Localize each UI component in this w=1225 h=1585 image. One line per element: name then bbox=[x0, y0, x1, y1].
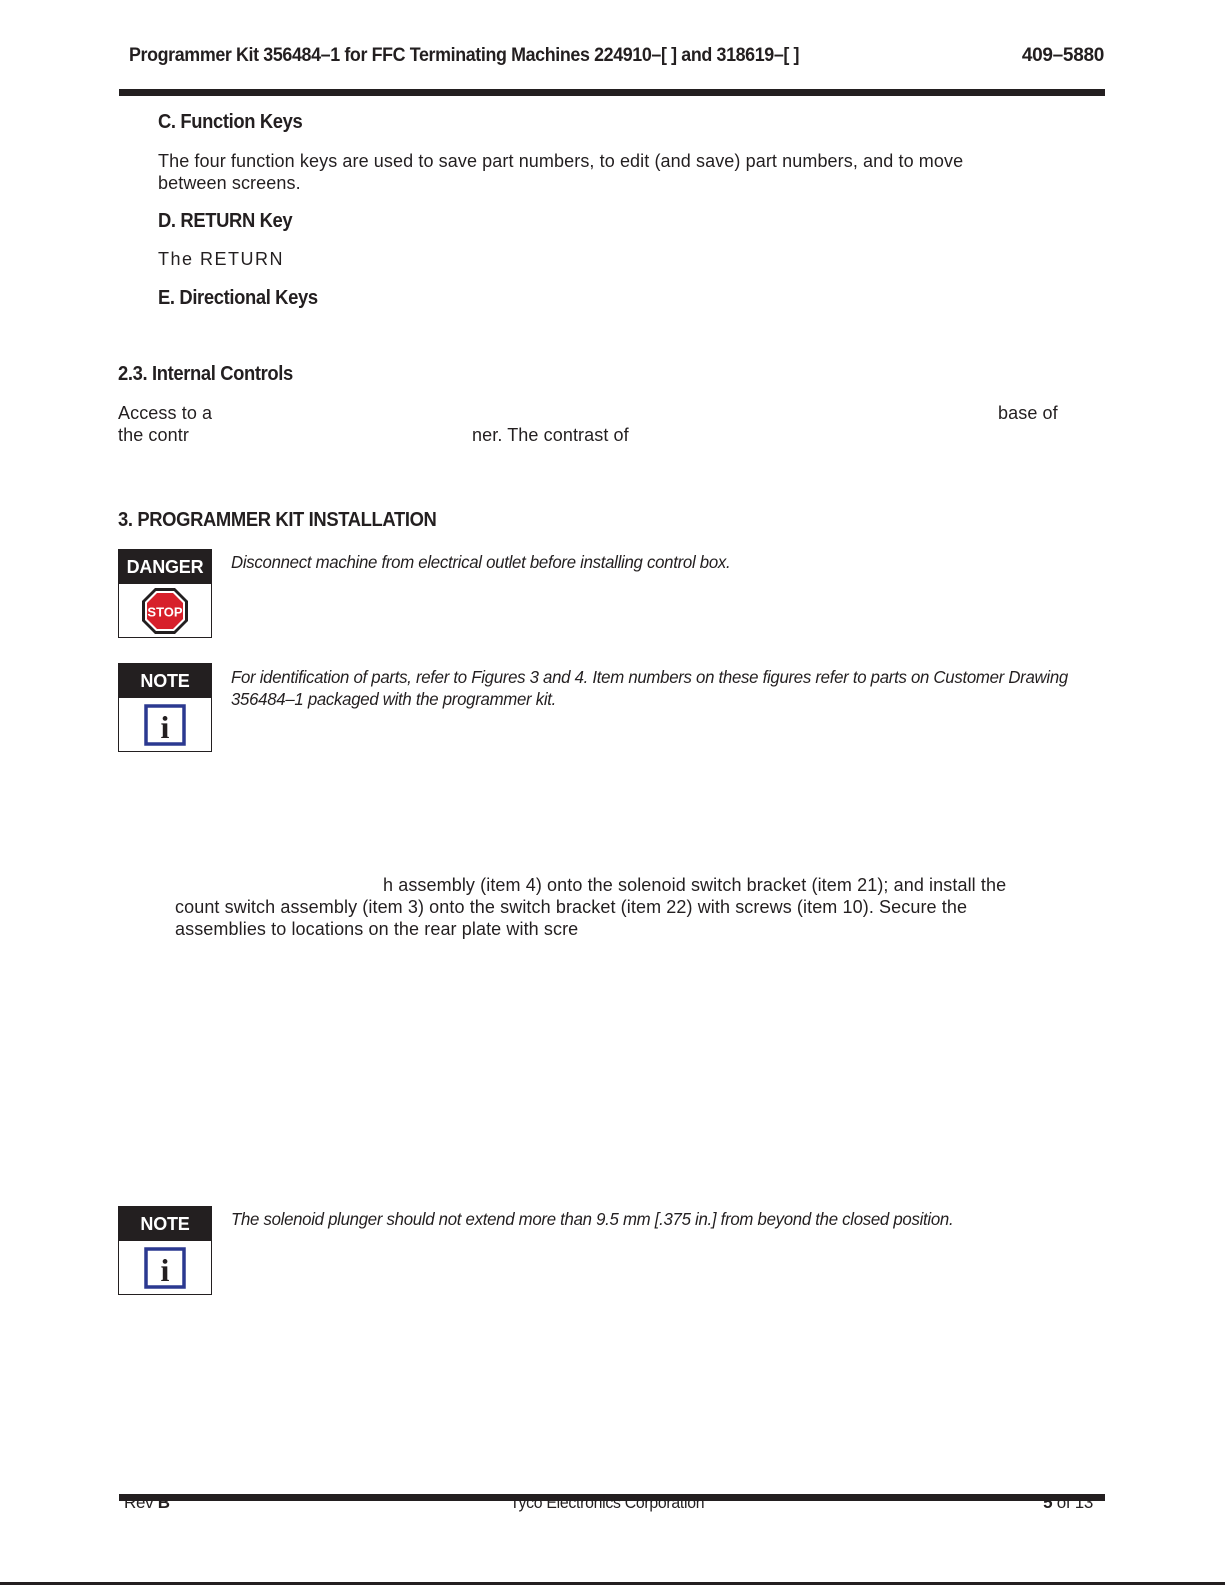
section-c-line-2: between screens. bbox=[158, 173, 301, 193]
footer-page-number bbox=[1043, 1493, 1093, 1513]
footer-page-current: 5 bbox=[1043, 1493, 1053, 1512]
step-text-line-2: count switch assembly (item 3) onto the switch bracket (item 22) with screws (item 10). Secure the bbox=[175, 897, 968, 917]
section-c-heading: C. Function Keys bbox=[158, 111, 303, 133]
note-label-1: NOTE bbox=[119, 664, 211, 698]
note-label-2: NOTE bbox=[119, 1207, 211, 1241]
section-d-heading: D. RETURN Key bbox=[158, 210, 293, 232]
note-text-1 bbox=[231, 666, 1066, 710]
info-icon bbox=[119, 698, 211, 751]
stop-sign-text: STOP bbox=[147, 604, 183, 619]
section-c-line-1: The four function keys are used to save part numbers, to edit (and save) part numbers, and to move bbox=[158, 151, 964, 171]
info-icon-letter: i bbox=[160, 1251, 170, 1288]
footer-rev-label: Rev bbox=[124, 1493, 154, 1512]
section-d-text: The RETURN bbox=[158, 249, 285, 269]
section-2-3-heading: 2.3. Internal Controls bbox=[118, 363, 293, 385]
step-text-line-1: h assembly (item 4) onto the solenoid switch bracket (item 21); and install the bbox=[383, 875, 1007, 895]
danger-text: Disconnect machine from electrical outlet before installing control box. bbox=[231, 552, 731, 572]
section-2-3-line-2a: the contr bbox=[118, 425, 189, 445]
section-2-3-line-2b: ner. The contrast of bbox=[472, 425, 629, 445]
document-number: 409–5880 bbox=[1021, 45, 1104, 66]
footer-company: Tyco Electronics Corporation bbox=[510, 1493, 705, 1512]
note-callout-2 bbox=[118, 1206, 212, 1295]
footer-rev-value: B bbox=[157, 1493, 170, 1512]
section-3-heading: 3. PROGRAMMER KIT INSTALLATION bbox=[118, 509, 437, 531]
info-icon bbox=[119, 1241, 211, 1294]
note-callout-1 bbox=[118, 663, 212, 752]
danger-callout bbox=[118, 549, 212, 638]
info-icon-letter: i bbox=[160, 708, 170, 745]
section-2-3-line-1b: base of bbox=[998, 403, 1058, 423]
danger-label: DANGER bbox=[119, 550, 211, 584]
note-text-1-line-1: For identification of parts, refer to Figures 3 and 4. Item numbers on these figures refer to parts on Customer Drawing bbox=[231, 667, 1068, 687]
step-text-line-3: assemblies to locations on the rear plate with scre bbox=[175, 919, 579, 939]
header-rule bbox=[119, 89, 1105, 96]
stop-sign-icon bbox=[119, 584, 211, 637]
footer-page-of: of 13 bbox=[1056, 1493, 1093, 1512]
section-2-3-line-1a: Access to a bbox=[118, 403, 213, 423]
section-c-paragraph bbox=[158, 150, 1058, 194]
header-title: Programmer Kit 356484–1 for FFC Terminating Machines 224910–[ ] and 318619–[ ] bbox=[129, 45, 800, 66]
footer-rev-block bbox=[124, 1493, 170, 1513]
section-e-heading: E. Directional Keys bbox=[158, 287, 318, 309]
note-text-2: The solenoid plunger should not extend more than 9.5 mm [.375 in.] from beyond the closed position. bbox=[231, 1209, 954, 1229]
note-text-1-line-2: 356484–1 packaged with the programmer kit. bbox=[231, 689, 557, 709]
